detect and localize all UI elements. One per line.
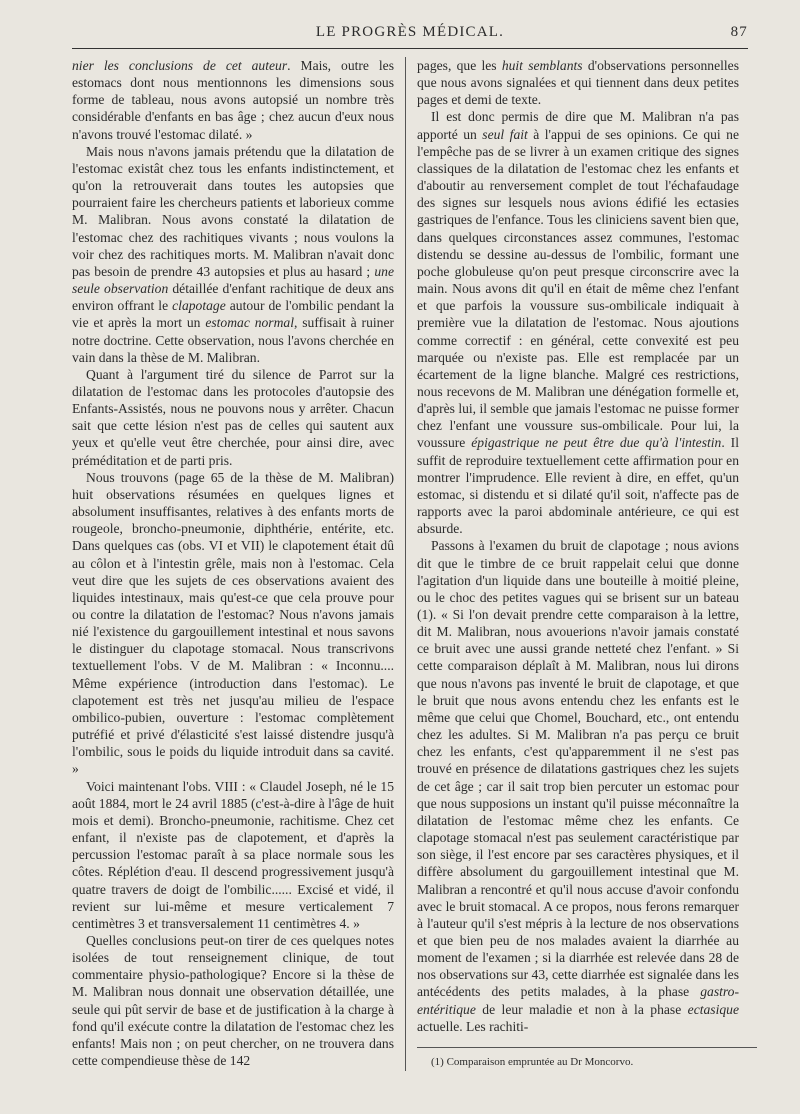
footnote: (1) Comparaison empruntée au Dr Moncorvo. (431, 1055, 634, 1068)
text-run: Mais nous n'avons jamais prétendu que la dilatation de l'estomac existât chez tous les enfants indistinctement, et qu'on la retrouverait dans toutes les autopsies que pourraient faire les chercheurs patients et laborieux comme M. Malibran. Nous avons constaté la dilatation de l'estomac chez des rachitiques vivants ; nous voulons la voir chez des rachitiques morts. M. Malibran n'avait donc pas besoin de prendre 43 autopsies et plus au hasard ; (72, 143, 394, 279)
paragraph (72, 932, 394, 1069)
text-run: . Il suffit de reproduire textuellement cette affirmation pour en montrer l'imprudence. Elle revient à dire, en effet, qu'un estomac, si distendu et si dilaté qu'il soit, n'affecte pas de rapports avec la paroi abdominale antérieure, ce qui est absurde. (417, 435, 739, 537)
right-column-wrap (406, 57, 739, 1071)
italic-text: estomac normal (205, 315, 294, 331)
left-column (72, 57, 405, 1071)
text-run: . Mais, outre les estomacs dont nous mentionnons les dimensions sous forme de tableau, nous avons autopsié un nombre très considérable d'enfants en bas âge ; chez aucun d'eux nous n'avons trouvé l'estomac dilaté. » (72, 58, 395, 142)
italic-text: seul fait (482, 126, 528, 142)
italic-text: nier les conclusions de cet auteur (72, 58, 288, 73)
paragraph (72, 366, 394, 469)
page-number: 87 (730, 24, 748, 40)
italic-text: huit semblants (501, 58, 583, 73)
italic-text: clapotage (172, 298, 226, 314)
text-run: à l'appui de ses opinions. Ce qui ne l'empêche pas de se livrer à un examen critique des signes classiques de la dilatation de l'estomac chez les enfants et d'aboutir au renversement complet de tout l'échafaudage des signes sur lesquels nous avions édifié les ectasies gastriques de l'enfance. Tous les cliniciens savent bien que, dans quelques circonstances assez communes, l'estomac distendu se dessine au-dessus de l'ombilic, formant une poche globuleuse qu'on peut presque circonscrire avec la main. Nous avons dit qu'il en était de même chez l'enfant et que parfois la voussure sus-ombilicale indiquait à première vue la dilatation de l'estomac. Nous ajoutions comme correctif : en général, cette convexité est peu marquée ou n'existe pas. Elle est remplacée par un écartement de la ligne blanche. Malgré ces restrictions, nous recevons de M. Malibran une dénégation formelle et, d'après lui, il semble que jamais l'estomac ne puisse former chez l'enfant une voussure sus-ombilicale. Pour lui, la voussure (417, 126, 739, 451)
text-run: d'observations personnelles que nous avons signalées et qui tiennent dans deux petites pages et demi de texte. (417, 58, 739, 108)
header-rule (72, 48, 748, 49)
text-run: actuelle. Les rachiti- (417, 1018, 529, 1034)
italic-text: gastro-entéritique (417, 984, 739, 1017)
text-run: détaillée d'enfant rachitique de deux ans environ offrant le (72, 281, 394, 314)
paragraph (417, 537, 739, 1035)
text-run: , suffisait à ruiner notre doctrine. Cette observation, nous l'avons cherchée en vain dans la thèse de M. Malibran. (72, 315, 395, 365)
paragraph (417, 108, 739, 537)
text-run: autour de l'ombilic pendant la vie et après la mort un (72, 298, 394, 331)
paragraph (72, 469, 394, 778)
text-run: Passons à l'examen du bruit de clapotage ; nous avions dit que le timbre de ce bruit rappelait celui que donne l'agitation d'un liquide dans une bouteille à moitié pleine, ou le choc des petites vagues qui se brisent sur un bateau (1). « Si l'on devait prendre cette comparaison à la lettre, dit M. Malibran, nous avouerions n'avoir jamais constaté ce bruit avec une aussi grande netteté chez l'enfant. » Si cette comparaison déplaît à M. Malibran, nous lui dirons que nous n'avons pas inventé le bruit de clapotage, et que le bruit que nous avons entendu chez les enfants est le même que celui que Chomel, Bouchard, etc., ont entendu chez les adultes. Si M. Malibran n'a pas perçu ce bruit chez les enfants, c'est qu'apparemment il ne s'est pas trouvé en présence de dilatations gastriques chez les sujets de cet âge ; car il sait trop bien percuter un estomac pour que nous supposions un instant qu'il puisse méconnaître la dilatation de l'estomac même chez les enfants. Ce clapotage stomacal n'est pas seulement caractéristique par son siège, il l'est encore par ses caractères physiques, et il diffère absolument du gargouillement intestinal que M. Malibran a rencontré et qu'il nous accuse d'avoir confondu avec le bruit stomacal. A ce propos, nous ferons remarquer à l'auteur qu'il s'est mépris à la lecture de nos observations et que bien peu de nos malades avaient la diarrhée au moment de l'examen ; si la diarrhée est relevée dans 28 de nos observations sur 43, cette diarrhée est signalée dans les antécédents des petits malades, à la phase (417, 538, 739, 1000)
text-run: pages, que les (417, 58, 502, 73)
paragraph (72, 57, 394, 143)
paragraph (417, 57, 739, 108)
paragraph (72, 778, 394, 932)
journal-title: LE PROGRÈS MÉDICAL. (315, 24, 505, 40)
footnote-rule (417, 1047, 757, 1048)
running-header (72, 24, 748, 46)
right-column (417, 57, 739, 1035)
italic-text: épigastrique ne peut être due qu'à l'intestin (471, 435, 722, 451)
italic-text: ectasique (687, 1001, 739, 1017)
text-run: Voici maintenant l'obs. VIII : « Claudel Joseph, né le 15 août 1884, mort le 24 avril 1885 (c'est-à-dire à l'âge de huit mois et demi). Broncho-pneumonie, rachitisme. Chez cet enfant, il n'existe pas de clapotement, et d'après la percussion l'estomac paraît à sa place normale sous les côtes. Réplétion d'eau. Il descend progressivement jusqu'à quatre travers de doigt de l'ombilic...... Excisé et vidé, il revient sur lui-même et mesure verticalement 7 centimètres 3 et transversalement 11 centimètres 4. » (72, 778, 394, 931)
text-run: Nous trouvons (page 65 de la thèse de M. Malibran) huit observations résumées en quelques lignes et absolument insuffisantes, relatives à des enfants morts de rougeole, broncho-pneumonie, diphthérie, entérite, etc. Dans quelques cas (obs. VI et VII) le clapotement était dû au côlon et à l'intestin grêle, mais non à l'estomac. Cela veut dire que les sujets de ces observations avaient des liquides intestinaux, mais qu'est-ce que cela prouve pour ou contre la dilatation de l'estomac? Nous n'avons jamais nié l'existence du gargouillement intestinal et nous savons le distinguer du clapotage stomacal. Nous transcrivons textuellement l'obs. V de M. Malibran : « Inconnu.... Même expérience (introduction dans l'estomac). Le clapotement est très net jusqu'au milieu de l'espace ombilico-pubien, ouverture : l'estomac complètement putréfié et privé d'élasticité s'est laissé distendre jusqu'à l'ombilic, sous le poids du liquide introduit dans sa cavité. » (72, 469, 394, 777)
text-run: de leur maladie et non à la phase (475, 1001, 688, 1017)
text-run: Il est donc permis de dire que M. Malibran n'a pas apporté un (417, 109, 739, 142)
text-run: Quelles conclusions peut-on tirer de ces quelques notes isolées de tout renseignement clinique, de tout commentaire physio-pathologique? Encore si la thèse de M. Malibran nous donnait une observation détaillée, une seule qui pût servir de base et de justification à la charge à fond qu'il exécute contre la dilatation de l'estomac chez les enfants! Mais non ; on peut chercher, on ne trouvera dans cette compendieuse thèse de 142 (72, 932, 394, 1069)
italic-text: une seule observation (72, 263, 394, 297)
two-column-body (72, 57, 748, 1071)
paragraph (72, 143, 394, 366)
text-run: Quant à l'argument tiré du silence de Parrot sur la dilatation de l'estomac dans les protocoles d'autopsie des Enfants-Assistés, nous ne pouvons nous y arrêter. Chacun sait que cette lésion n'est pas de celles qui sautent aux yeux et qu'elle veut être cherchée, pour ainsi dire, avec préméditation et de parti pris. (72, 366, 394, 468)
